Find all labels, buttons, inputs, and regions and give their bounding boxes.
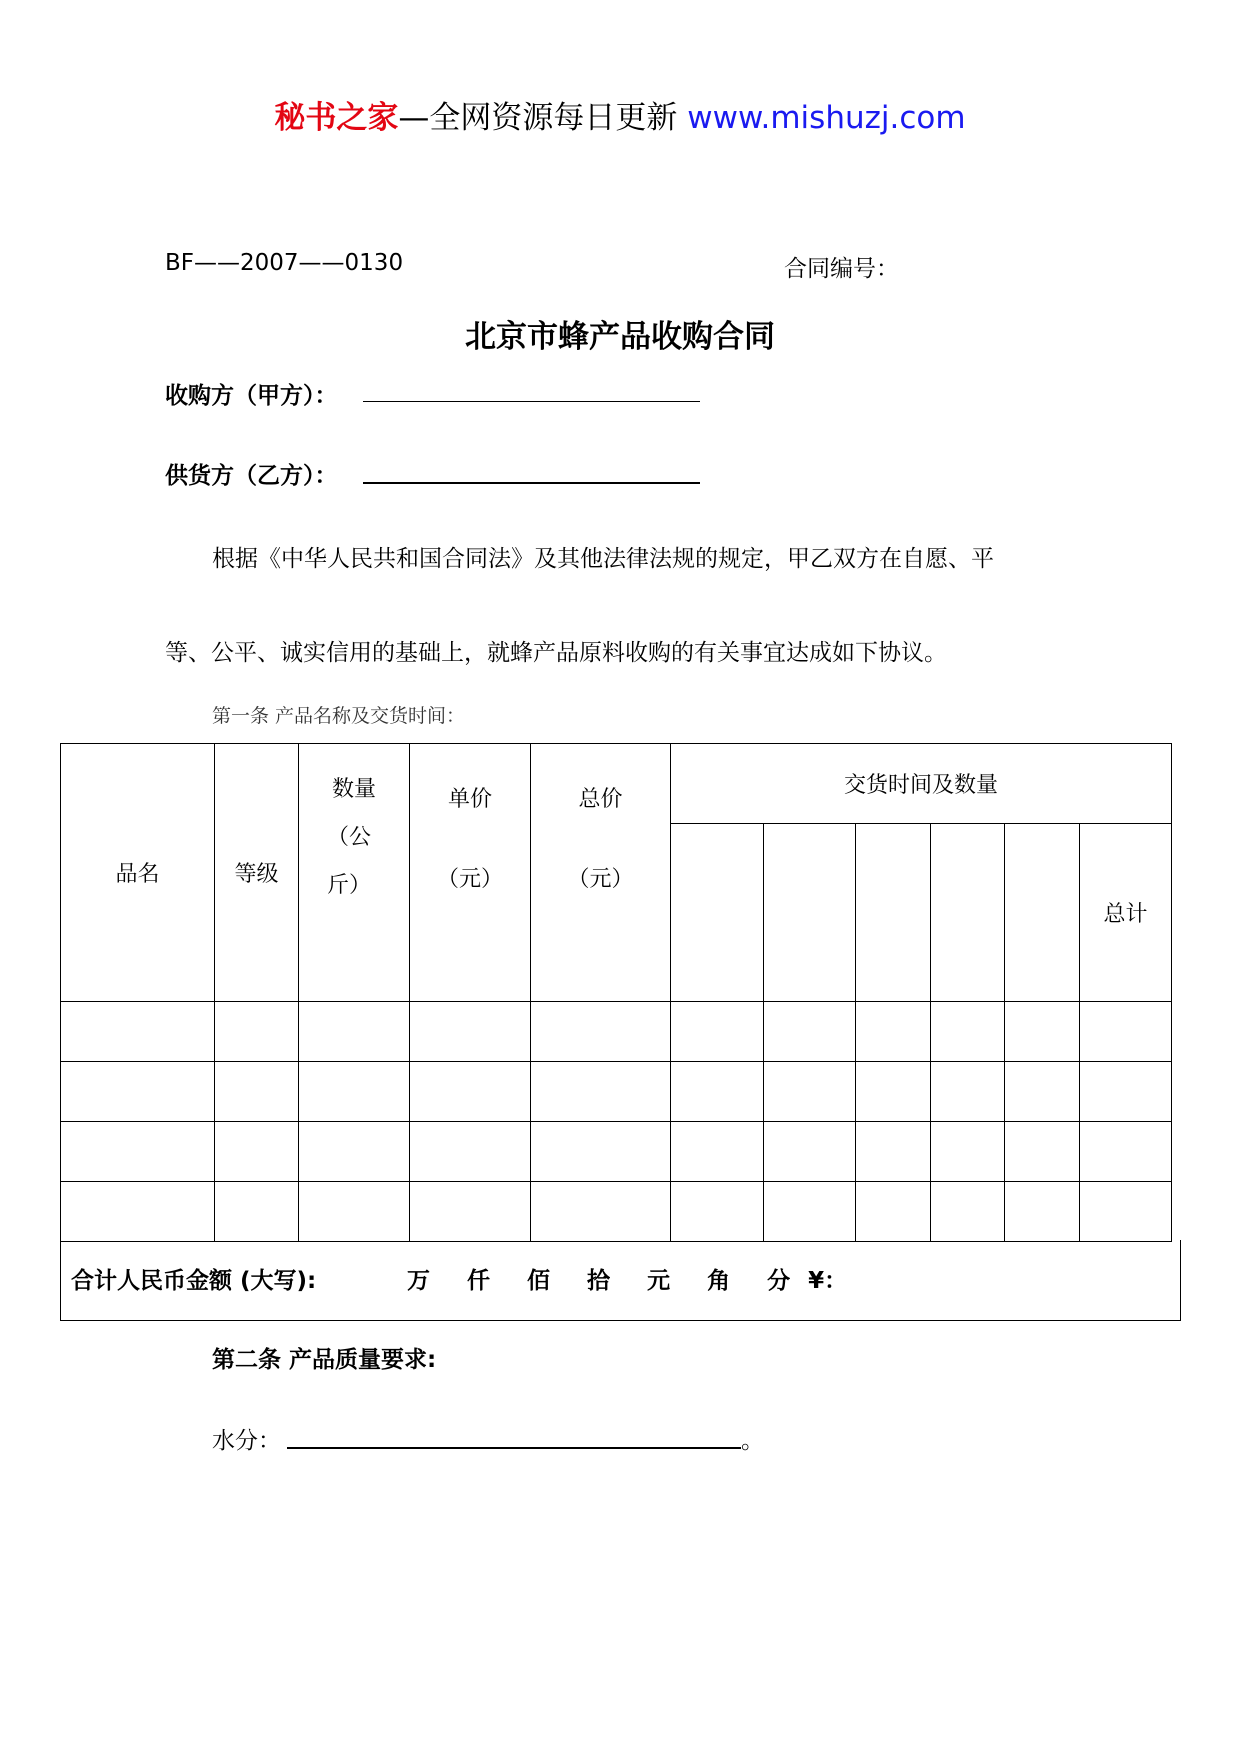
- cell[interactable]: [1005, 1122, 1080, 1182]
- header-unit-price: [410, 744, 531, 1002]
- delivery-slot-3[interactable]: [856, 824, 931, 1002]
- header-total-price: [531, 744, 671, 1002]
- unit-price-unit: （元）: [436, 867, 503, 892]
- article-1-heading: 第一条 产品名称及交货时间：: [212, 705, 466, 727]
- cell[interactable]: [1005, 1182, 1080, 1242]
- cell[interactable]: [215, 1002, 299, 1062]
- unit-jiao: 角: [707, 1268, 731, 1294]
- header-quantity: [299, 744, 410, 1002]
- cell[interactable]: [764, 1002, 856, 1062]
- cell[interactable]: [410, 1002, 531, 1062]
- cell[interactable]: [410, 1062, 531, 1122]
- cell[interactable]: [410, 1122, 531, 1182]
- cell[interactable]: [764, 1182, 856, 1242]
- cell[interactable]: [1080, 1122, 1172, 1182]
- unit-wan: 万: [407, 1268, 430, 1294]
- cell[interactable]: [931, 1002, 1005, 1062]
- header-delivery: [671, 744, 1172, 824]
- cell[interactable]: [531, 1182, 671, 1242]
- product-table: [60, 743, 1172, 1242]
- cell[interactable]: [764, 1122, 856, 1182]
- cell[interactable]: [299, 1002, 410, 1062]
- header-tagline: —全网资源每日更新: [398, 100, 678, 136]
- table-row: [61, 1182, 1172, 1242]
- article-2-heading: 第二条 产品质量要求:: [212, 1347, 437, 1373]
- delivery-slot-5[interactable]: [1005, 824, 1080, 1002]
- contract-number-label: 合同编号：: [784, 256, 899, 282]
- unit-fen: 分: [767, 1268, 791, 1294]
- cell[interactable]: [61, 1122, 215, 1182]
- quantity-unit-part-1: （公: [327, 825, 372, 850]
- total-price-label: 总价: [578, 787, 623, 812]
- cell[interactable]: [1080, 1062, 1172, 1122]
- intro-paragraph-line-1: 根据《中华人民共和国合同法》及其他法律法规的规定，甲乙双方在自愿、平: [212, 546, 994, 572]
- delivery-slot-1[interactable]: [671, 824, 764, 1002]
- total-amount-row: [60, 1240, 1181, 1321]
- yen-label: ¥：: [808, 1268, 848, 1294]
- cell[interactable]: [931, 1062, 1005, 1122]
- delivery-label: 交货时间及数量: [843, 773, 998, 798]
- page-title: 北京市蜂产品收购合同: [465, 319, 775, 355]
- cell[interactable]: [671, 1122, 764, 1182]
- cell[interactable]: [1080, 1182, 1172, 1242]
- cell[interactable]: [671, 1182, 764, 1242]
- header-product-name: [61, 744, 215, 1002]
- cell[interactable]: [856, 1122, 931, 1182]
- cell[interactable]: [531, 1122, 671, 1182]
- amount-units: [407, 1262, 847, 1295]
- cell[interactable]: [856, 1182, 931, 1242]
- total-price-unit: （元）: [567, 867, 634, 892]
- header-grade: [215, 744, 299, 1002]
- intro-paragraph-line-2: 等、公平、诚实信用的基础上，就蜂产品原料收购的有关事宜达成如下协议。: [165, 640, 947, 666]
- water-content-period: 。: [741, 1428, 764, 1454]
- cell[interactable]: [531, 1002, 671, 1062]
- cell[interactable]: [215, 1182, 299, 1242]
- cell[interactable]: [61, 1062, 215, 1122]
- supplier-label: 供货方（乙方）：: [165, 463, 338, 489]
- water-content-blank-line[interactable]: [287, 1447, 741, 1449]
- cell[interactable]: [1005, 1002, 1080, 1062]
- unit-yuan: 元: [647, 1268, 671, 1294]
- cell[interactable]: [764, 1062, 856, 1122]
- buyer-label: 收购方（甲方）：: [165, 383, 338, 409]
- cell[interactable]: [531, 1062, 671, 1122]
- supplier-blank-line[interactable]: [363, 482, 700, 484]
- cell[interactable]: [931, 1122, 1005, 1182]
- grade-label: 等级: [234, 862, 279, 887]
- cell[interactable]: [299, 1182, 410, 1242]
- site-header: [0, 98, 1240, 138]
- unit-price-label: 单价: [447, 787, 492, 812]
- delivery-slot-2[interactable]: [764, 824, 856, 1002]
- document-number: BF——2007——0130: [165, 250, 404, 276]
- unit-qian: 仟: [467, 1268, 491, 1294]
- cell[interactable]: [215, 1062, 299, 1122]
- buyer-blank-line[interactable]: [363, 401, 700, 402]
- total-amount-label: 合计人民币金额 (大写):: [71, 1268, 317, 1294]
- brand-name: 秘书之家: [274, 100, 399, 136]
- sum-label: 总计: [1103, 902, 1148, 927]
- unit-bai: 佰: [527, 1268, 551, 1294]
- cell[interactable]: [299, 1062, 410, 1122]
- cell[interactable]: [856, 1002, 931, 1062]
- cell[interactable]: [671, 1002, 764, 1062]
- delivery-slot-4[interactable]: [931, 824, 1005, 1002]
- cell[interactable]: [671, 1062, 764, 1122]
- cell[interactable]: [1080, 1002, 1172, 1062]
- water-content-label: 水分：: [212, 1428, 281, 1454]
- site-url[interactable]: www.mishuzj.com: [687, 100, 966, 136]
- cell[interactable]: [61, 1182, 215, 1242]
- quantity-unit-part-2: 斤）: [327, 873, 372, 898]
- cell[interactable]: [61, 1002, 215, 1062]
- quantity-label: 数量: [331, 777, 376, 802]
- unit-shi: 拾: [587, 1268, 611, 1294]
- table-row: [61, 1062, 1172, 1122]
- cell[interactable]: [856, 1062, 931, 1122]
- cell[interactable]: [299, 1122, 410, 1182]
- cell[interactable]: [931, 1182, 1005, 1242]
- table-row: [61, 1002, 1172, 1062]
- cell[interactable]: [1005, 1062, 1080, 1122]
- cell[interactable]: [215, 1122, 299, 1182]
- product-name-label: 品名: [115, 862, 160, 887]
- table-row: [61, 1122, 1172, 1182]
- header-sum: [1080, 824, 1172, 1002]
- cell[interactable]: [410, 1182, 531, 1242]
